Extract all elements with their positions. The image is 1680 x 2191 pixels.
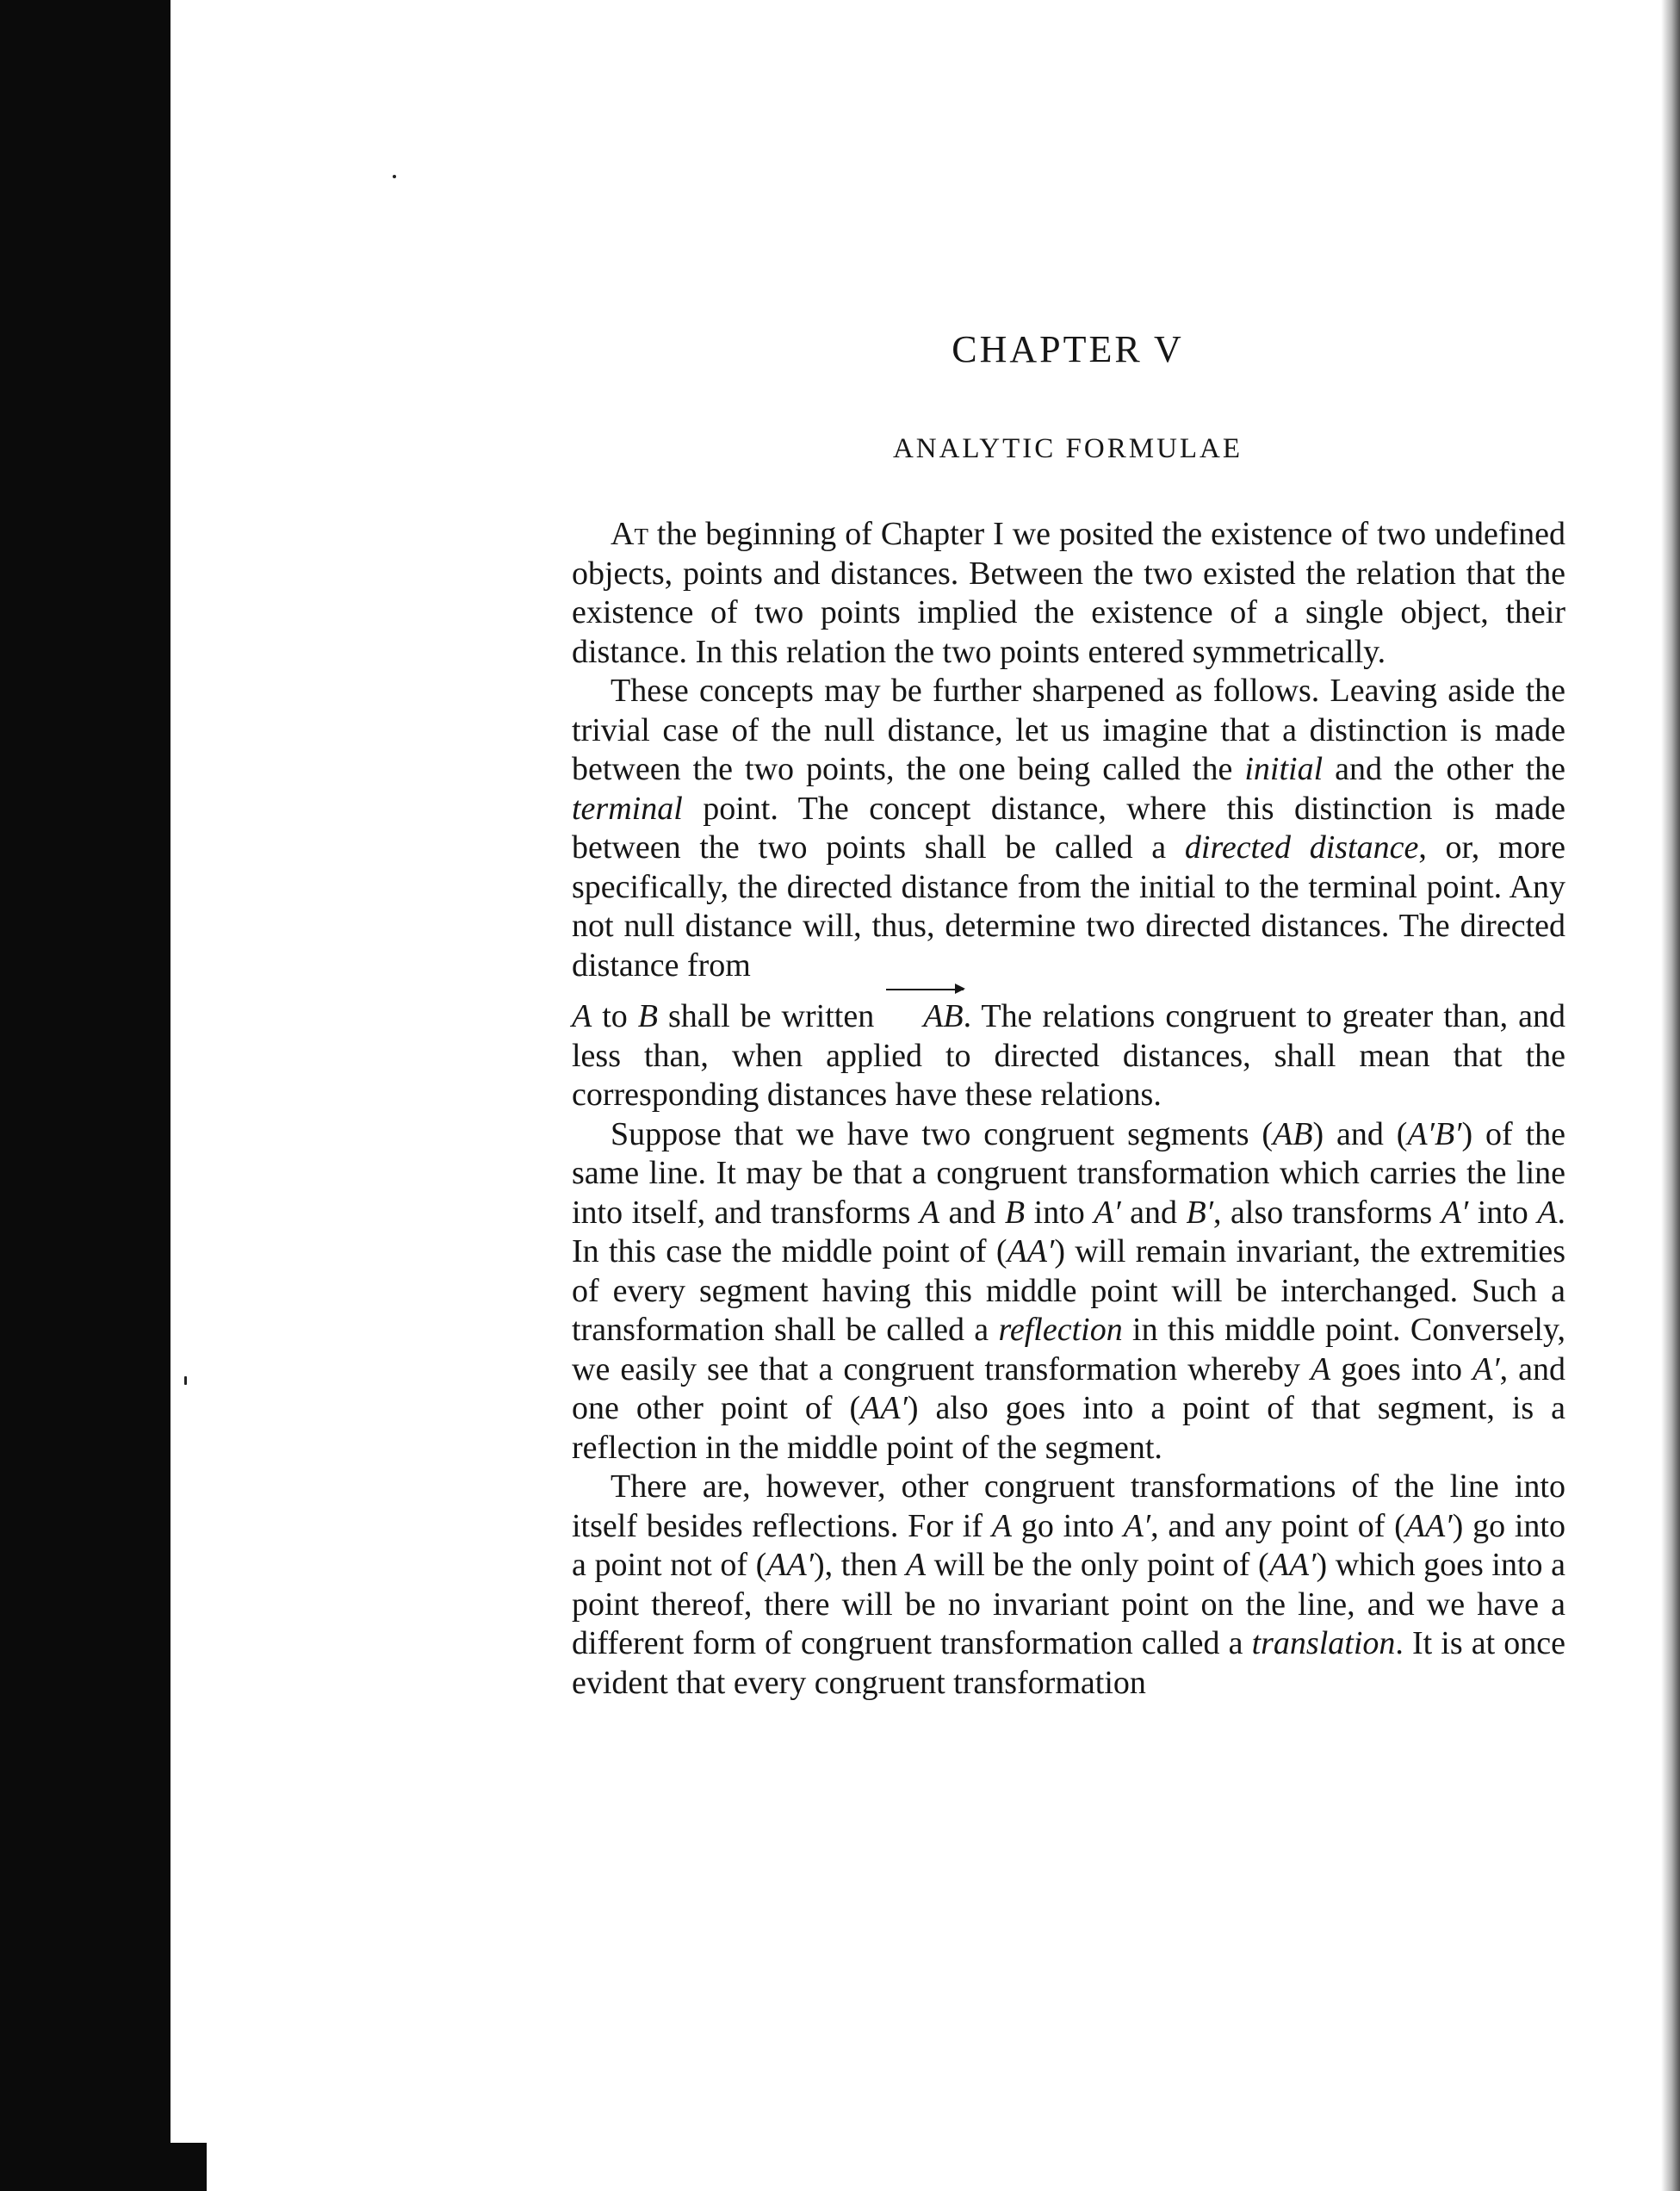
math-var: A′ <box>1472 1350 1500 1387</box>
term-terminal: terminal <box>572 790 683 827</box>
math-var: B′ <box>1186 1194 1214 1231</box>
text-run: , or, more specifically, the directed distance from the initial to the terminal point. Any not null distance will, thus, determine two directed distances. The directed distance from <box>572 829 1565 984</box>
math-var: A <box>919 1194 940 1231</box>
math-var: A <box>905 1547 927 1583</box>
text-run: into <box>1025 1194 1094 1231</box>
scan-right-edge <box>1661 0 1680 2191</box>
math-var: A <box>1537 1194 1558 1231</box>
text-run: . In this case the middle point of ( <box>572 1194 1565 1269</box>
text-run: the beginning of Chapter I we posited the existence of two undefined objects, points and distances. Between the two existed the relation that the existence of two points implied the existence of a single object, their distance. In this relation the two points entered symmetrically. <box>572 516 1565 670</box>
scan-speck <box>184 1376 187 1385</box>
text-run: ) will remain invariant, the extremities of every segment having this middle point will be interchanged. Such a transformation shall be called a <box>572 1233 1565 1348</box>
text-run: shall be written <box>657 998 885 1034</box>
text-run: , and one other point of ( <box>572 1350 1565 1426</box>
math-var: B <box>637 998 658 1034</box>
math-var: A′ <box>1094 1194 1121 1231</box>
text-run: and <box>1120 1194 1187 1231</box>
math-var: AB <box>1273 1115 1313 1152</box>
term-translation: translation <box>1251 1625 1396 1661</box>
vector-ab: AB <box>884 997 963 1037</box>
text-run: ) and ( <box>1312 1115 1408 1152</box>
text-run: will be the only point of ( <box>926 1547 1269 1583</box>
text-run: , also transforms <box>1213 1194 1441 1231</box>
math-var: AA′ <box>1404 1507 1453 1544</box>
text-run: and <box>939 1194 1005 1231</box>
term-directed-distance: directed distance <box>1184 829 1419 866</box>
paragraph <box>572 672 1565 1115</box>
text-run: . It is at once evident that every congruent transformation <box>572 1625 1565 1701</box>
term-initial: initial <box>1244 751 1324 787</box>
text-run: in this middle point. Conversely, we easily see that a congruent transformation whereby <box>572 1312 1565 1387</box>
term-reflection: reflection <box>998 1312 1123 1348</box>
paragraph <box>572 1115 1565 1468</box>
text-run: to <box>592 998 638 1034</box>
math-var: A′ <box>1441 1194 1469 1231</box>
text-run: Suppose that we have two congruent segments ( <box>611 1115 1274 1152</box>
math-var: AA′ <box>860 1390 908 1426</box>
math-var: AA′ <box>1007 1233 1055 1269</box>
text-run: These concepts may be further sharpened as follows. Leaving aside the trivial case of the null distance, let us imagine that a distinction is made between the two points, the one being called the <box>572 673 1565 787</box>
scan-speck <box>393 175 396 178</box>
binding-shadow-foot <box>138 2143 207 2191</box>
text-run: . The relations congruent to greater than, and less than, when applied to directed distances, shall mean that the corresponding distances have these relations. <box>572 998 1566 1113</box>
text-run: ) of the same line. It may be that a congruent transformation which carries the line into itself, and transforms <box>572 1115 1565 1231</box>
text-run: ), then <box>814 1547 906 1583</box>
math-var: A′ <box>1123 1507 1151 1544</box>
text-run: ) also goes into a point of that segment, is a reflection in the middle point of the segment. <box>572 1390 1565 1466</box>
text-run: into <box>1468 1194 1538 1231</box>
paragraph <box>572 1468 1565 1703</box>
body-text <box>572 515 1565 1703</box>
math-var: A′B′ <box>1407 1115 1462 1152</box>
scan-left-edge <box>0 0 172 2191</box>
text-run: , and any point of ( <box>1150 1507 1405 1544</box>
math-var: B <box>1004 1194 1026 1231</box>
text-run: There are, however, other congruent transformations of the line into itself besides reflections. For if <box>572 1468 1565 1544</box>
math-var: AA′ <box>766 1547 815 1583</box>
paragraph <box>572 515 1565 672</box>
chapter-subtitle: ANALYTIC FORMULAE <box>892 433 1243 464</box>
text-run: At <box>611 516 648 552</box>
text-run: and the other the <box>1323 751 1566 787</box>
chapter-title: CHAPTER V <box>952 328 1184 370</box>
math-var: A <box>1311 1350 1331 1387</box>
line-spacer <box>572 985 1565 997</box>
text-run: goes into <box>1330 1350 1473 1387</box>
math-var: AA′ <box>1268 1547 1317 1583</box>
text-run: point. The concept distance, where this distinction is made between the two points shall be called a <box>572 790 1565 866</box>
text-run: go into <box>1012 1507 1124 1544</box>
text-run: ) which goes into a point thereof, there will be no invariant point on the line, and we have a different form of congruent transformation called a <box>572 1547 1566 1661</box>
math-var: A <box>572 998 592 1034</box>
text-run: ) go into a point not of ( <box>572 1507 1565 1583</box>
math-var: A <box>991 1507 1013 1544</box>
binding-shadow <box>0 0 170 2191</box>
